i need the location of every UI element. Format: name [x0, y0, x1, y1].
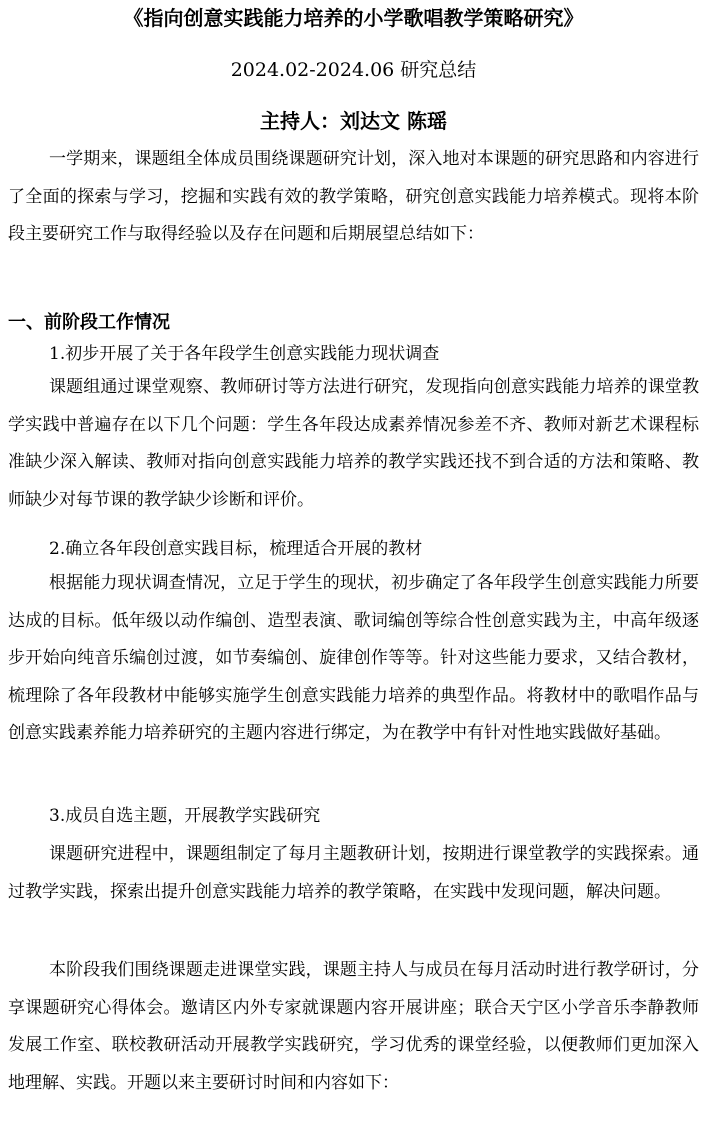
- item-1-heading: 1.初步开展了关于各年段学生创意实践能力现状调查: [49, 344, 440, 364]
- intro-paragraph: 一学期来，课题组全体成员围绕课题研究计划，深入地对本课题的研究思路和内容进行了全面的探索与学习，挖掘和实践有效的教学策略，研究创意实践能力培养模式。现将本阶段主要研究工作与取得经验以及存在问题和后期展望总结如下：: [8, 149, 699, 244]
- closing-paragraph: 本阶段我们围绕课题走进课堂实践，课题主持人与成员在每月活动时进行教学研讨，分享课题研究心得体会。邀请区内外专家就课题内容开展讲座；联合天宁区小学音乐李静教师发展工作室、联校教研活动开展教学实践研究，学习优秀的课堂经验，以便教师们更加深入地理解、实践。开题以来主要研讨时间和内容如下：: [8, 960, 699, 1093]
- item-3-paragraph: 课题研究进程中，课题组制定了每月主题教研计划，按期进行课堂教学的实践探索。通过教学实践，探索出提升创意实践能力培养的教学策略，在实践中发现问题，解决问题。: [8, 844, 699, 902]
- document-title: 《指向创意实践能力培养的小学歌唱教学策略研究》: [123, 6, 584, 30]
- item-2-heading: 2.确立各年段创意实践目标，梳理适合开展的教材: [49, 539, 423, 559]
- item-2-paragraph: 根据能力现状调查情况，立足于学生的现状，初步确定了各年段学生创意实践能力所要达成的目标。低年级以动作编创、造型表演、歌词编创等综合性创意实践为主，中高年级逐步开始向纯音乐编创过渡，如节奏编创、旋律创作等等。针对这些能力要求，又结合教材，梳理除了各年段教材中能够实施学生创意实践能力培养的典型作品。将教材中的歌唱作品与创意实践素养能力培养研究的主题内容进行绑定，为在教学中有针对性地实践做好基础。: [8, 573, 699, 743]
- section-heading: 一、前阶段工作情况: [8, 312, 170, 333]
- item-3-heading: 3.成员自选主题，开展教学实践研究: [49, 806, 321, 826]
- item-1-paragraph: 课题组通过课堂观察、教师研讨等方法进行研究，发现指向创意实践能力培养的课堂教学实践中普遍存在以下几个问题：学生各年段达成素养情况参差不齐、教师对新艺术课程标准缺少深入解读、教师对指向创意实践能力培养的教学实践还找不到合适的方法和策略、教师缺少对每节课的教学缺少诊断和评价。: [8, 377, 699, 510]
- document-subtitle: 2024.02-2024.06 研究总结: [230, 59, 477, 81]
- document-hosts: 主持人：刘达文 陈瑶: [260, 109, 447, 133]
